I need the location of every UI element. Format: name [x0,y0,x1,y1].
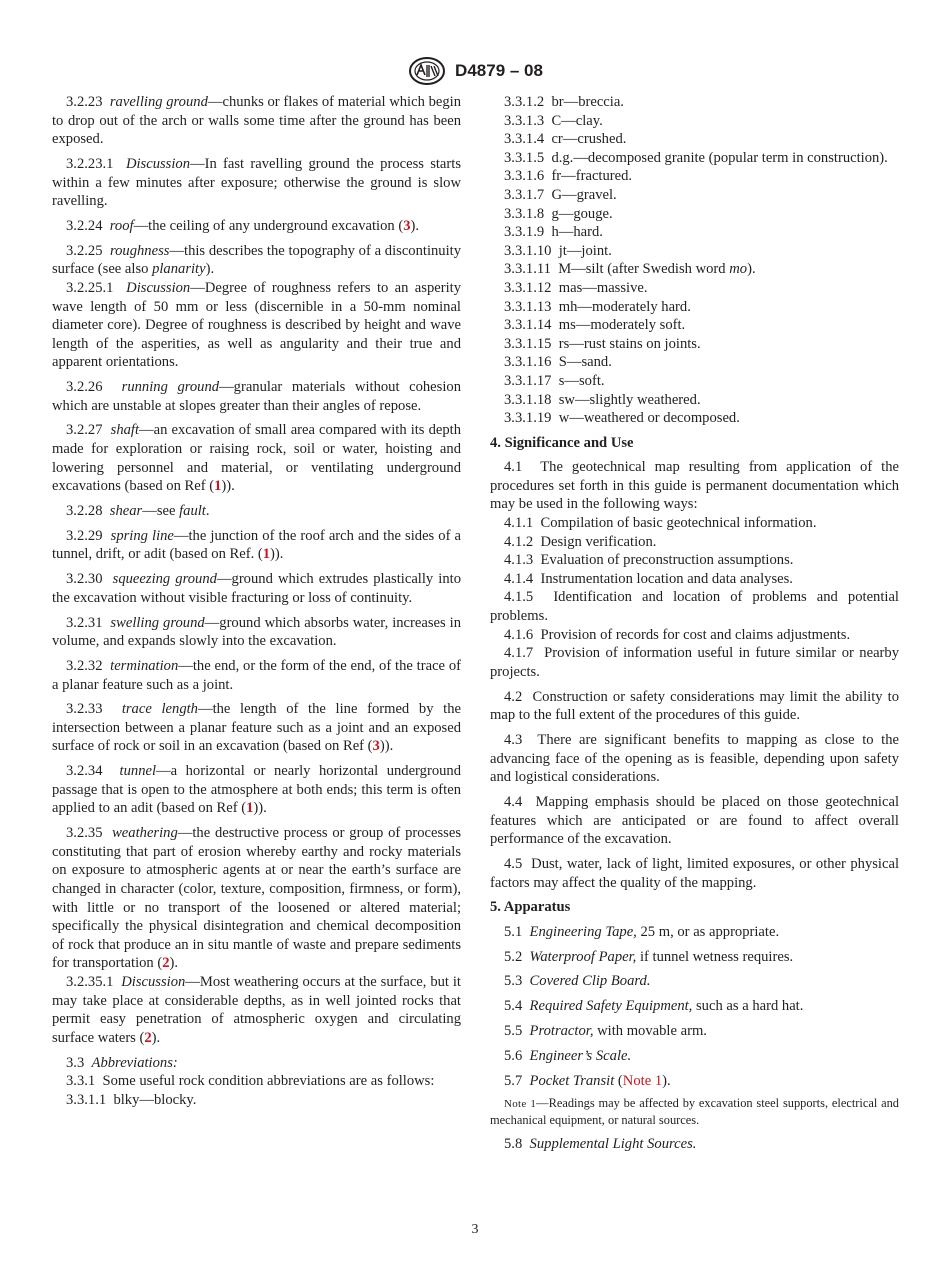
apparatus-5-7: 5.7 Pocket Transit (Note 1). [504,1072,671,1089]
definition-3-2-34: 3.2.34 tunnel—a horizontal or nearly horizontal underground passage that is open to the atmosphere at both ends; this term is often applied to an adit (based on Ref (1)). [52,763,462,817]
list-item: 3.3.1.4 cr—crushed. [504,131,627,148]
abbreviation-3-3-1-1: 3.3.1.1 blky—blocky. [66,1091,197,1108]
definition-3-2-33: 3.2.33 trace length—the length of the line formed by the intersection between a planar feature such as a joint and an exposed surface of rock or soil in an excavation (based on Ref (3)). [52,701,461,755]
reference-link[interactable]: 3 [403,217,411,234]
list-item: 3.3.1.7 G—gravel. [504,186,617,203]
list-item: 4.1.2 Design verification. [504,533,657,550]
definition-3-2-26: 3.2.26 running ground—granular materials without cohesion which are unstable at slopes greater than their angles of repose. [52,379,461,414]
reference-link[interactable]: 1 [262,546,271,563]
list-item: 3.3.1.15 rs—rust stains on joints. [504,335,701,352]
definition-3-2-29: 3.2.29 spring line—the junction of the roof arch and the sides of a tunnel, drift, or adit (based on Ref. (1)). [52,527,462,563]
reference-link[interactable]: 1 [214,478,222,495]
apparatus-5-8: 5.8 Supplemental Light Sources. [504,1135,697,1152]
apparatus-5-5: 5.5 Protractor, with movable arm. [504,1023,707,1039]
section-5-heading: 5. Apparatus [490,899,571,916]
paragraph-4-4: 4.4 Mapping emphasis should be placed on those geotechnical features which are anticipated or are found to affect overall performance of the excavation. [490,793,899,848]
definition-3-2-25: 3.2.25 roughness—this describes the topography of a discontinuity surface (see also planarity). [52,242,462,278]
left-column [52,93,461,1109]
astm-logo-icon [407,56,447,86]
list-item: 3.3.1.12 mas—massive. [504,279,648,296]
reference-link[interactable]: 1 [246,800,254,817]
list-item: 4.1.3 Evaluation of preconstruction assumptions. [504,552,794,569]
discussion-3-2-35-1: 3.2.35.1 Discussion—Most weathering occurs at the surface, but it may take place at considerable depths, as in well jointed rocks that permit easy penetration of atmospheric oxygen and circulating surface waters (2). [52,973,461,1046]
definition-3-2-32: 3.2.32 termination—the end, or the form of the end, of the trace of a planar feature such as a joint. [52,657,462,693]
paragraph-3-3-1: 3.3.1 Some useful rock condition abbreviations are as follows: [66,1073,435,1090]
definition-3-2-31: 3.2.31 swelling ground—ground which absorbs water, increases in volume, and expands slowly into the excavation. [52,614,461,650]
list-item: 3.3.1.11 M—silt (after Swedish word mo). [504,261,756,278]
list-item: 3.3.1.18 sw—slightly weathered. [504,391,701,408]
list-item: 3.3.1.5 d.g.—decomposed granite (popular term in construction). [504,149,888,166]
list-item: 3.3.1.2 br—breccia. [504,94,624,110]
apparatus-5-6: 5.6 Engineer’s Scale. [504,1047,632,1064]
list-item: 3.3.1.6 fr—fractured. [504,168,633,185]
note-1: Note 1—Readings may be affected by excavation steel supports, electrical and mechanical equipment, or natural sources. [490,1096,899,1127]
list-item: 3.3.1.9 h—hard. [504,224,603,241]
paragraph-4-1: 4.1 The geotechnical map resulting from application of the procedures set forth in this guide is permanent documentation which may be used in the following ways: [490,459,899,513]
list-item: 3.3.1.17 s—soft. [504,372,605,389]
list-item: 4.1.7 Provision of information useful in future similar or nearby projects. [490,645,900,680]
definition-3-2-24: 3.2.24 roof—the ceiling of any underground excavation (3). [66,217,420,234]
paragraph-4-2: 4.2 Construction or safety considerations may limit the ability to map to the full extent of the procedures of this guide. [490,688,900,724]
apparatus-5-2: 5.2 Waterproof Paper, if tunnel wetness requires. [504,948,794,965]
right-column [490,93,899,1159]
page-number: 3 [471,1222,479,1237]
section-3-3: 3.3 Abbreviations: [66,1054,178,1071]
section-4-heading: 4. Significance and Use [490,434,634,451]
apparatus-5-4: 5.4 Required Safety Equipment, such as a hard hat. [504,998,804,1015]
list-item: 3.3.1.19 w—weathered or decomposed. [504,410,740,427]
list-item: 3.3.1.8 g—gouge. [504,205,613,222]
list-item: 3.3.1.16 S—sand. [504,354,612,371]
standard-designation: D4879 – 08 [455,61,543,80]
list-item: 4.1.1 Compilation of basic geotechnical information. [504,515,817,532]
list-item: 4.1.5 Identification and location of problems and potential problems. [490,589,899,625]
list-item: 4.1.6 Provision of records for cost and claims adjustments. [504,626,851,643]
definition-3-2-23: 3.2.23 ravelling ground—chunks or flakes of material which begin to drop out of the arch or walls some time after the ground has been exposed. [52,94,461,148]
list-item: 3.3.1.3 C—clay. [504,112,603,129]
note-1-link[interactable]: Note 1 [622,1072,663,1089]
paragraph-4-5: 4.5 Dust, water, lack of light, limited exposures, or other physical factors may affect the quality of the mapping. [490,855,899,891]
reference-link[interactable]: 2 [144,1029,152,1046]
paragraph-4-3: 4.3 There are significant benefits to mapping as close to the advancing face of the opening as is feasible, depending upon safety and logistical considerations. [490,731,899,786]
discussion-3-2-23-1: 3.2.23.1 Discussion—In fast ravelling ground the process starts within a few minutes after exposure; otherwise the ground is slow ravelling. [52,155,461,210]
list-item: 3.3.1.10 jt—joint. [504,242,612,259]
definition-3-2-35: 3.2.35 weathering—the destructive process or group of processes constituting that part of erosion whereby earthy and rocky materials on exposure to atmospheric agents at or near the earth’s surface are changed in character (color, texture, composition, firmness, or form), with little or no transport of the loosened or altered material; specifically the physical disintegration and chemical decomposition of rock that produce an in situ mantle of waste and prepare sediments for transportation (2). [52,825,462,972]
reference-link[interactable]: 2 [162,955,170,972]
list-item: 3.3.1.13 mh—moderately hard. [504,298,691,315]
definition-3-2-27: 3.2.27 shaft—an excavation of small area compared with its depth made for exploration or raising rock, soil or water, hoisting and lowering personnel and material, or ventilating underground excavations (based on Ref (1)). [52,422,461,495]
definition-3-2-28: 3.2.28 shear—see fault. [66,503,210,519]
page-header [0,56,950,86]
apparatus-5-3: 5.3 Covered Clip Board. [504,973,651,990]
apparatus-5-1: 5.1 Engineering Tape, 25 m, or as appropriate. [504,923,780,940]
list-item: 4.1.4 Instrumentation location and data analyses. [504,570,793,587]
reference-link[interactable]: 3 [372,738,380,755]
definition-3-2-30: 3.2.30 squeezing ground—ground which extrudes plastically into the excavation without visible fracturing or loss of continuity. [52,571,461,606]
list-item: 3.3.1.14 ms—moderately soft. [504,317,686,334]
discussion-3-2-25-1: 3.2.25.1 Discussion—Degree of roughness refers to an asperity wave length of 50 mm or less (discernible in a 50-mm nominal diameter core). Degree of roughness is described by height and wave length of the asperities, as well as angularity and their true and apparent orientations. [52,279,461,371]
